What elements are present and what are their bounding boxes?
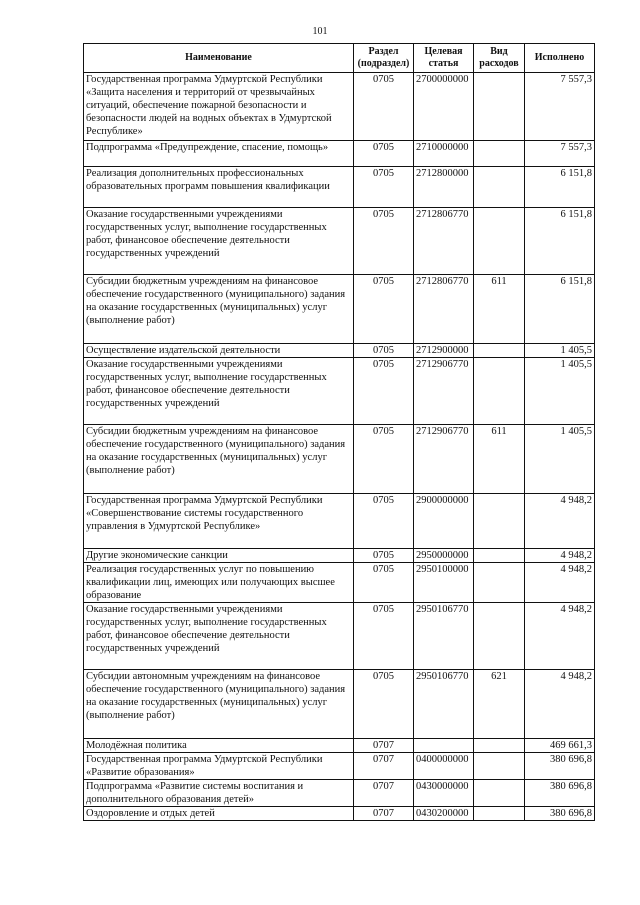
cell-section: 0707 — [354, 780, 414, 807]
cell-expense — [474, 167, 525, 208]
cell-name: Осуществление издательской деятельности — [84, 344, 354, 358]
cell-section: 0705 — [354, 563, 414, 603]
cell-section: 0705 — [354, 167, 414, 208]
cell-section: 0705 — [354, 603, 414, 670]
cell-target — [414, 739, 474, 753]
cell-expense — [474, 753, 525, 780]
cell-amount: 1 405,5 — [525, 425, 595, 494]
cell-expense — [474, 73, 525, 141]
cell-amount: 1 405,5 — [525, 358, 595, 425]
cell-amount: 4 948,2 — [525, 670, 595, 739]
cell-target: 0430200000 — [414, 807, 474, 821]
cell-name: Молодёжная политика — [84, 739, 354, 753]
cell-amount: 4 948,2 — [525, 549, 595, 563]
cell-amount: 380 696,8 — [525, 780, 595, 807]
cell-target: 2950000000 — [414, 549, 474, 563]
cell-name: Государственная программа Удмуртской Республики «Развитие образования» — [84, 753, 354, 780]
cell-target: 2950106770 — [414, 670, 474, 739]
cell-name: Субсидии бюджетным учреждениям на финансовое обеспечение государственного (муниципального) задания на оказание государственных (муниципальных) услуг (выполнение работ) — [84, 425, 354, 494]
cell-section: 0705 — [354, 344, 414, 358]
cell-name: Другие экономические санкции — [84, 549, 354, 563]
cell-expense — [474, 208, 525, 275]
cell-target: 2712806770 — [414, 275, 474, 344]
cell-expense — [474, 563, 525, 603]
cell-amount: 7 557,3 — [525, 73, 595, 141]
cell-target: 2950106770 — [414, 603, 474, 670]
table-row — [84, 807, 595, 821]
cell-section: 0705 — [354, 141, 414, 167]
cell-expense — [474, 358, 525, 425]
cell-target: 2712806770 — [414, 208, 474, 275]
cell-name: Подпрограмма «Предупреждение, спасение, помощь» — [84, 141, 354, 167]
table-row — [84, 494, 595, 549]
cell-section: 0705 — [354, 549, 414, 563]
cell-amount: 6 151,8 — [525, 208, 595, 275]
cell-name: Реализация дополнительных профессиональных образовательных программ повышения квалификации — [84, 167, 354, 208]
cell-amount: 469 661,3 — [525, 739, 595, 753]
cell-expense — [474, 739, 525, 753]
cell-name: Оказание государственными учреждениями государственных услуг, выполнение государственных работ, финансовое обеспечение деятельности государственных учреждений — [84, 358, 354, 425]
cell-target: 2950100000 — [414, 563, 474, 603]
cell-expense — [474, 807, 525, 821]
table-row — [84, 739, 595, 753]
table-row — [84, 344, 595, 358]
cell-expense — [474, 780, 525, 807]
cell-section: 0705 — [354, 494, 414, 549]
cell-amount: 1 405,5 — [525, 344, 595, 358]
table-row — [84, 563, 595, 603]
column-header-amount: Исполнено — [525, 44, 595, 73]
cell-section: 0705 — [354, 208, 414, 275]
table-row — [84, 358, 595, 425]
cell-section: 0705 — [354, 275, 414, 344]
table-row — [84, 73, 595, 141]
column-header-name: Наименование — [84, 44, 354, 73]
cell-expense — [474, 344, 525, 358]
cell-target: 2712906770 — [414, 358, 474, 425]
cell-name: Подпрограмма «Развитие системы воспитания и дополнительного образования детей» — [84, 780, 354, 807]
cell-expense: 621 — [474, 670, 525, 739]
cell-amount: 380 696,8 — [525, 753, 595, 780]
cell-target: 2712800000 — [414, 167, 474, 208]
cell-name: Государственная программа Удмуртской Республики «Защита населения и территорий от чрезвычайных ситуаций, обеспечение пожарной безопасности и безопасности людей на водных объектах в Удмуртской Республике» — [84, 73, 354, 141]
cell-name: Субсидии бюджетным учреждениям на финансовое обеспечение государственного (муниципального) задания на оказание государственных (муниципальных) услуг (выполнение работ) — [84, 275, 354, 344]
cell-amount: 380 696,8 — [525, 807, 595, 821]
cell-amount: 4 948,2 — [525, 494, 595, 549]
cell-section: 0705 — [354, 425, 414, 494]
cell-target: 2710000000 — [414, 141, 474, 167]
cell-name: Реализация государственных услуг по повышению квалификации лиц, имеющих или получающих высшее образование — [84, 563, 354, 603]
cell-amount: 4 948,2 — [525, 563, 595, 603]
cell-section: 0705 — [354, 670, 414, 739]
cell-target: 2900000000 — [414, 494, 474, 549]
cell-name: Оказание государственными учреждениями государственных услуг, выполнение государственных работ, финансовое обеспечение деятельности государственных учреждений — [84, 603, 354, 670]
cell-name: Оздоровление и отдых детей — [84, 807, 354, 821]
cell-section: 0707 — [354, 807, 414, 821]
table-row — [84, 549, 595, 563]
table-row — [84, 603, 595, 670]
cell-expense — [474, 494, 525, 549]
cell-section: 0705 — [354, 73, 414, 141]
cell-target: 2712900000 — [414, 344, 474, 358]
table-row — [84, 275, 595, 344]
column-header-target: Целевая статья — [414, 44, 474, 73]
cell-amount: 7 557,3 — [525, 141, 595, 167]
table-row — [84, 670, 595, 739]
cell-name: Субсидии автономным учреждениям на финансовое обеспечение государственного (муниципального) задания на оказание государственных (муниципальных) услуг (выполнение работ) — [84, 670, 354, 739]
cell-name: Оказание государственными учреждениями государственных услуг, выполнение государственных работ, финансовое обеспечение деятельности государственных учреждений — [84, 208, 354, 275]
cell-expense — [474, 603, 525, 670]
cell-amount: 6 151,8 — [525, 167, 595, 208]
cell-target: 0400000000 — [414, 753, 474, 780]
table-row — [84, 780, 595, 807]
cell-amount: 6 151,8 — [525, 275, 595, 344]
table-row — [84, 167, 595, 208]
table-row — [84, 141, 595, 167]
cell-section: 0705 — [354, 358, 414, 425]
column-header-section: Раздел (подраздел) — [354, 44, 414, 73]
table-row — [84, 753, 595, 780]
cell-target: 2712906770 — [414, 425, 474, 494]
cell-amount: 4 948,2 — [525, 603, 595, 670]
page-number: 101 — [312, 26, 328, 37]
budget-table — [83, 43, 595, 821]
cell-section: 0707 — [354, 739, 414, 753]
cell-target: 0430000000 — [414, 780, 474, 807]
table-row — [84, 425, 595, 494]
cell-expense — [474, 141, 525, 167]
column-header-expense: Вид расходов — [474, 44, 525, 73]
cell-expense: 611 — [474, 425, 525, 494]
cell-target: 2700000000 — [414, 73, 474, 141]
table-row — [84, 208, 595, 275]
cell-expense — [474, 549, 525, 563]
table-header-row — [84, 44, 595, 73]
cell-expense: 611 — [474, 275, 525, 344]
cell-section: 0707 — [354, 753, 414, 780]
cell-name: Государственная программа Удмуртской Республики «Совершенствование системы государственного управления в Удмуртской Республике» — [84, 494, 354, 549]
